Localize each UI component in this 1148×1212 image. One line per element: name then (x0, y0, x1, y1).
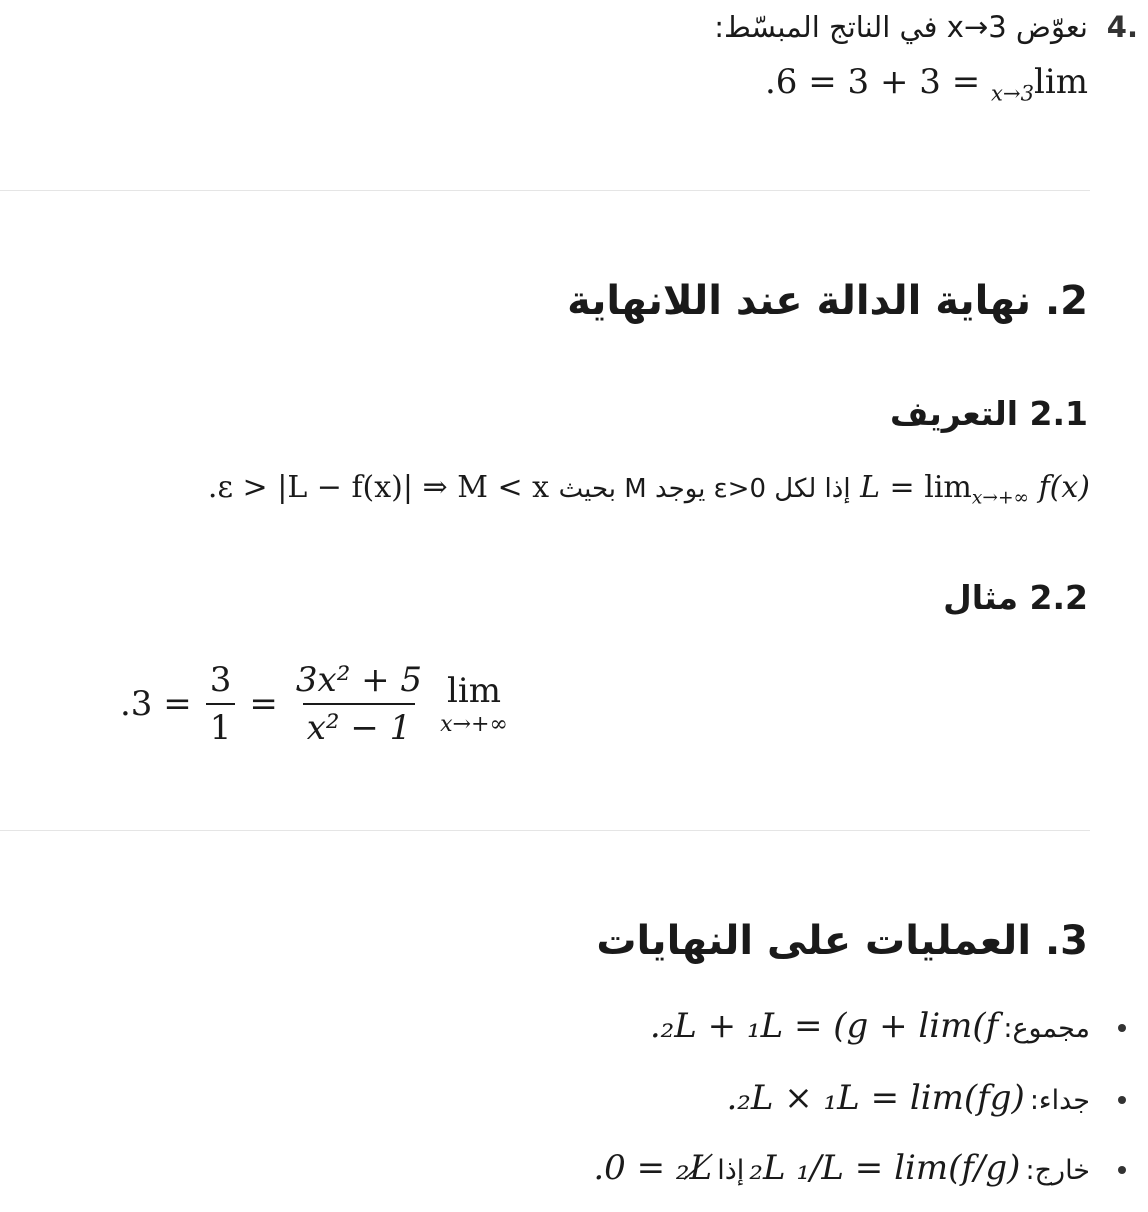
section-heading: 3. العمليات على النهايات (596, 918, 1088, 964)
item-formula: .₂L + ₁L = (g + lim(f (649, 1006, 999, 1046)
definition-text: إذا لكل ε>0 يوجد M بحيث (558, 474, 851, 504)
divider (0, 190, 1090, 191)
fraction-numerator: 3x² + 5 (295, 660, 423, 700)
fraction-numerator: 3 (209, 660, 232, 700)
lim-subscript: x→3 (991, 80, 1034, 106)
step4-text: نعوّض x→3 في الناتج المبسّط: (714, 10, 1088, 44)
example-result: .3 = (120, 684, 192, 724)
lim-text: lim (1034, 62, 1088, 102)
fraction-simple (206, 660, 236, 748)
equals-sign: = (249, 684, 278, 724)
bullet-icon (1118, 1166, 1126, 1174)
bullet-icon (1118, 1024, 1126, 1032)
subsection-heading: 2.2 مثال (943, 578, 1088, 617)
fraction-main (292, 660, 426, 748)
list-item (726, 1078, 1090, 1118)
item-label: مجموع: (1003, 1013, 1090, 1044)
definition-fx: f(x) (1038, 470, 1090, 505)
item-formula: .₂L × ₁L = lim(fg) (726, 1078, 1025, 1118)
list-number: .4 (1106, 10, 1138, 44)
lim-operator (440, 671, 508, 737)
item-condition: إذا (717, 1155, 745, 1186)
definition-line (208, 470, 1090, 509)
item-formula: ₂L ₁/L = lim(f/g) (749, 1148, 1021, 1188)
example-formula (120, 660, 508, 748)
item-label: خارج: (1025, 1155, 1090, 1186)
item-label: جداء: (1029, 1085, 1090, 1116)
subsection-heading: 2.1 التعريف (890, 394, 1088, 433)
fraction-denominator: 1 (206, 703, 236, 748)
step4-result: .6 = 3 + 3 = (765, 62, 981, 102)
item-result: .0 = ₂L̸ (593, 1148, 713, 1188)
lim-subscript: x→+∞ (971, 487, 1030, 509)
list-item (650, 1006, 1090, 1046)
definition-lim: $L = \lim_{x\to+\infty}$ (860, 470, 1030, 509)
divider (0, 830, 1090, 831)
fraction-denominator: x² − 1 (303, 703, 416, 748)
step4-formula (765, 62, 1088, 105)
list-item (593, 1148, 1090, 1188)
section-heading: 2. نهاية الدالة عند اللانهاية (567, 278, 1088, 324)
lim-subscript: x→+∞ (440, 711, 508, 737)
lim-operator (991, 62, 1088, 106)
definition-condition: .ε > |L − f(x)| ⇒ M < x (207, 470, 550, 505)
bullet-icon (1118, 1096, 1126, 1104)
lim-text: lim (447, 671, 501, 711)
